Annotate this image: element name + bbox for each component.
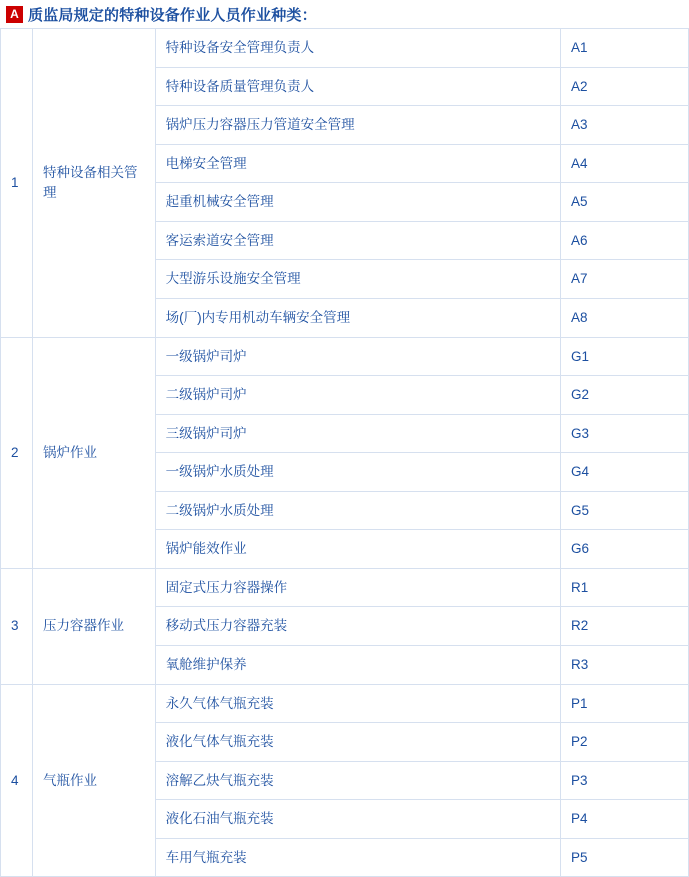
operation-code-cell: G3 xyxy=(560,414,688,453)
operation-code-cell: G1 xyxy=(560,337,688,376)
group-index-cell: 4 xyxy=(1,684,33,877)
table-row xyxy=(1,684,689,723)
operation-name-cell: 一级锅炉司炉 xyxy=(155,337,560,376)
operation-code-cell: A7 xyxy=(560,260,688,299)
operation-name-cell: 特种设备安全管理负责人 xyxy=(155,29,560,68)
operation-code-cell: A8 xyxy=(560,298,688,337)
table-body xyxy=(1,29,689,877)
section-badge: A xyxy=(6,6,23,23)
operation-name-cell: 二级锅炉司炉 xyxy=(155,376,560,415)
operation-code-cell: A5 xyxy=(560,183,688,222)
operation-code-cell: P1 xyxy=(560,684,688,723)
operation-code-cell: R2 xyxy=(560,607,688,646)
operation-name-cell: 起重机械安全管理 xyxy=(155,183,560,222)
operation-name-cell: 固定式压力容器操作 xyxy=(155,568,560,607)
group-category-cell: 气瓶作业 xyxy=(33,684,156,877)
operation-code-cell: P5 xyxy=(560,838,688,877)
operation-name-cell: 大型游乐设施安全管理 xyxy=(155,260,560,299)
operation-code-cell: P4 xyxy=(560,800,688,839)
table-row xyxy=(1,568,689,607)
operation-code-cell: G2 xyxy=(560,376,688,415)
operation-name-cell: 液化石油气瓶充装 xyxy=(155,800,560,839)
operation-name-cell: 二级锅炉水质处理 xyxy=(155,491,560,530)
operation-name-cell: 三级锅炉司炉 xyxy=(155,414,560,453)
operation-code-cell: G5 xyxy=(560,491,688,530)
operation-code-cell: R3 xyxy=(560,646,688,685)
operation-name-cell: 客运索道安全管理 xyxy=(155,221,560,260)
group-index-cell: 2 xyxy=(1,337,33,568)
operation-code-cell: P2 xyxy=(560,723,688,762)
operation-name-cell: 液化气体气瓶充装 xyxy=(155,723,560,762)
operation-code-cell: G6 xyxy=(560,530,688,569)
operation-name-cell: 锅炉能效作业 xyxy=(155,530,560,569)
operation-name-cell: 移动式压力容器充装 xyxy=(155,607,560,646)
page-title: 质监局规定的特种设备作业人员作业种类： xyxy=(28,6,317,24)
operation-code-cell: A3 xyxy=(560,106,688,145)
operation-name-cell: 一级锅炉水质处理 xyxy=(155,453,560,492)
operation-name-cell: 场(厂)内专用机动车辆安全管理 xyxy=(155,298,560,337)
group-category-cell: 压力容器作业 xyxy=(33,568,156,684)
group-index-cell: 1 xyxy=(1,29,33,338)
operation-categories-table xyxy=(0,28,689,877)
operation-name-cell: 特种设备质量管理负责人 xyxy=(155,67,560,106)
operation-code-cell: R1 xyxy=(560,568,688,607)
section-title-bar xyxy=(0,0,689,28)
table-row xyxy=(1,29,689,68)
operation-name-cell: 氧舱维护保养 xyxy=(155,646,560,685)
group-category-cell: 锅炉作业 xyxy=(33,337,156,568)
operation-name-cell: 车用气瓶充装 xyxy=(155,838,560,877)
group-index-cell: 3 xyxy=(1,568,33,684)
operation-code-cell: A6 xyxy=(560,221,688,260)
operation-name-cell: 锅炉压力容器压力管道安全管理 xyxy=(155,106,560,145)
operation-code-cell: P3 xyxy=(560,761,688,800)
operation-code-cell: G4 xyxy=(560,453,688,492)
operation-code-cell: A1 xyxy=(560,29,688,68)
operation-code-cell: A2 xyxy=(560,67,688,106)
operation-name-cell: 永久气体气瓶充装 xyxy=(155,684,560,723)
operation-code-cell: A4 xyxy=(560,144,688,183)
operation-name-cell: 溶解乙炔气瓶充装 xyxy=(155,761,560,800)
operation-name-cell: 电梯安全管理 xyxy=(155,144,560,183)
table-row xyxy=(1,337,689,376)
group-category-cell: 特种设备相关管理 xyxy=(33,29,156,338)
